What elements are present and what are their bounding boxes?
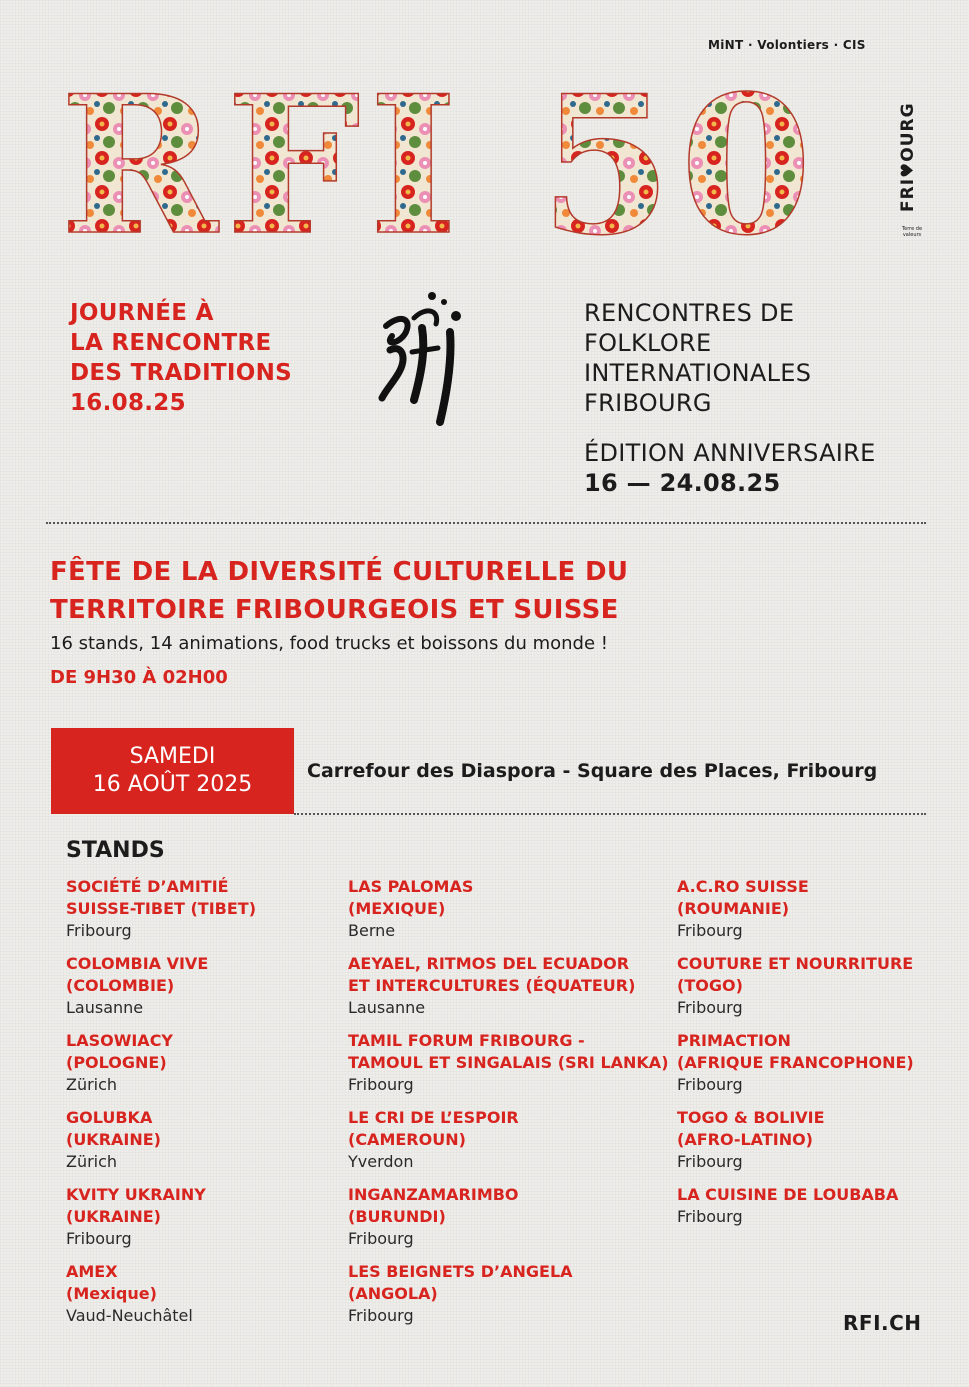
stand-city: Fribourg xyxy=(677,1075,743,1094)
stand-item xyxy=(348,1030,669,1096)
stand-item xyxy=(66,1107,256,1173)
rfi-50-floral-title xyxy=(60,82,870,242)
rfi-logo xyxy=(378,288,473,426)
stand-name: (CAMEROUN) xyxy=(348,1130,466,1149)
stand-name: LASOWIACY xyxy=(66,1031,174,1050)
stand-name: COUTURE ET NOURRITURE xyxy=(677,954,914,973)
stand-item xyxy=(348,1184,669,1250)
stand-name: (UKRAINE) xyxy=(66,1207,161,1226)
stand-name: (MEXIQUE) xyxy=(348,899,446,918)
stand-name: LA CUISINE DE LOUBABA xyxy=(677,1185,899,1204)
stand-name: (Mexique) xyxy=(66,1284,157,1303)
website-link[interactable]: RFI.CH xyxy=(843,1311,922,1335)
stand-name: AEYAEL, RITMOS DEL ECUADOR xyxy=(348,954,630,973)
fete-title-line: FÊTE DE LA DIVERSITÉ CULTURELLE DU xyxy=(50,557,629,587)
venue: Carrefour des Diaspora - Square des Places, Fribourg xyxy=(307,760,878,782)
stand-name: (UKRAINE) xyxy=(66,1130,161,1149)
stand-city: Lausanne xyxy=(348,998,426,1017)
stand-city: Fribourg xyxy=(677,921,743,940)
stand-city: Zürich xyxy=(66,1152,118,1171)
stand-name: TAMIL FORUM FRIBOURG - xyxy=(348,1031,585,1050)
stand-name: (TOGO) xyxy=(677,976,743,995)
stand-city: Fribourg xyxy=(677,1207,743,1226)
stand-name: INGANZAMARIMBO xyxy=(348,1185,519,1204)
festival-line: FOLKLORE xyxy=(584,329,712,357)
stand-name: PRIMACTION xyxy=(677,1031,791,1050)
stand-item xyxy=(348,1261,669,1327)
stands-column-1 xyxy=(66,876,256,1338)
fribourg-brand xyxy=(892,92,932,238)
stand-city: Fribourg xyxy=(677,998,743,1017)
stands-column-3 xyxy=(677,876,914,1239)
stand-name: A.C.RO SUISSE xyxy=(677,877,809,896)
date-day: SAMEDI xyxy=(129,744,216,769)
stand-item xyxy=(677,1184,914,1228)
festival-dates: 16 — 24.08.25 xyxy=(584,469,781,497)
stand-item xyxy=(677,1030,914,1096)
edition-block xyxy=(584,438,876,498)
journee-line: JOURNÉE À xyxy=(70,300,214,326)
stand-name: KVITY UKRAINY xyxy=(66,1185,206,1204)
stand-name: TOGO & BOLIVIE xyxy=(677,1108,825,1127)
fete-title-line: TERRITOIRE FRIBOURGEOIS ET SUISSE xyxy=(50,595,619,625)
stand-name: SOCIÉTÉ D’AMITIÉ xyxy=(66,877,229,896)
stand-item xyxy=(677,876,914,942)
stand-item xyxy=(348,876,669,942)
stands-title: STANDS xyxy=(66,838,165,863)
opening-hours: DE 9H30 À 02H00 xyxy=(50,667,228,688)
fribourg-tagline: Terre de valeurs xyxy=(901,226,923,238)
partners-line: MiNT · Volontiers · CIS xyxy=(708,38,866,52)
divider-venue xyxy=(294,813,926,815)
stand-item xyxy=(348,1107,669,1173)
stands-column-2 xyxy=(348,876,669,1338)
date-box xyxy=(51,728,294,814)
stand-name: (BURUNDI) xyxy=(348,1207,446,1226)
fribourg-wordmark: FRI♥OURG xyxy=(898,102,918,212)
festival-line: RENCONTRES DE xyxy=(584,299,795,327)
journee-line: DES TRADITIONS xyxy=(70,360,293,386)
journee-block xyxy=(70,298,292,418)
stand-city: Fribourg xyxy=(348,1229,414,1248)
stand-name: (ANGOLA) xyxy=(348,1284,438,1303)
main-title-text: RFI 50 xyxy=(60,82,821,242)
festival-name xyxy=(584,298,811,418)
stand-city: Berne xyxy=(348,921,396,940)
stand-name: (COLOMBIE) xyxy=(66,976,175,995)
stand-name: TAMOUL ET SINGALAIS (SRI LANKA) xyxy=(348,1053,669,1072)
stand-name: GOLUBKA xyxy=(66,1108,153,1127)
edition-label: ÉDITION ANNIVERSAIRE xyxy=(584,439,876,467)
stand-name: SUISSE-TIBET (TIBET) xyxy=(66,899,257,918)
festival-line: FRIBOURG xyxy=(584,389,712,417)
fete-subtitle: 16 stands, 14 animations, food trucks et boissons du monde ! xyxy=(50,633,608,654)
stand-city: Fribourg xyxy=(348,1306,414,1325)
stand-name: COLOMBIA VIVE xyxy=(66,954,209,973)
stand-name: LES BEIGNETS D’ANGELA xyxy=(348,1262,573,1281)
journee-date: 16.08.25 xyxy=(70,390,186,416)
stand-name: (AFRO-LATINO) xyxy=(677,1130,813,1149)
date-full: 16 AOÛT 2025 xyxy=(92,772,253,797)
stand-item xyxy=(677,953,914,1019)
stand-item xyxy=(677,1107,914,1173)
stand-item xyxy=(66,953,256,1019)
stand-city: Fribourg xyxy=(677,1152,743,1171)
stand-item xyxy=(348,953,669,1019)
stand-item xyxy=(66,876,256,942)
stand-item xyxy=(66,1030,256,1096)
stand-city: Fribourg xyxy=(348,1075,414,1094)
fete-title xyxy=(50,553,628,629)
stand-item xyxy=(66,1261,256,1327)
stand-name: (AFRIQUE FRANCOPHONE) xyxy=(677,1053,914,1072)
stand-item xyxy=(66,1184,256,1250)
journee-line: LA RENCONTRE xyxy=(70,330,272,356)
stand-city: Lausanne xyxy=(66,998,144,1017)
stand-city: Zürich xyxy=(66,1075,118,1094)
stand-city: Yverdon xyxy=(348,1152,414,1171)
stand-name: LAS PALOMAS xyxy=(348,877,474,896)
stand-name: ET INTERCULTURES (ÉQUATEUR) xyxy=(348,976,636,995)
stand-name: (POLOGNE) xyxy=(66,1053,167,1072)
stand-city: Fribourg xyxy=(66,1229,132,1248)
festival-line: INTERNATIONALES xyxy=(584,359,812,387)
stand-name: AMEX xyxy=(66,1262,118,1281)
stand-name: LE CRI DE L’ESPOIR xyxy=(348,1108,519,1127)
stand-city: Vaud-Neuchâtel xyxy=(66,1306,193,1325)
stand-city: Fribourg xyxy=(66,921,132,940)
divider-top xyxy=(46,522,926,524)
stand-name: (ROUMANIE) xyxy=(677,899,790,918)
